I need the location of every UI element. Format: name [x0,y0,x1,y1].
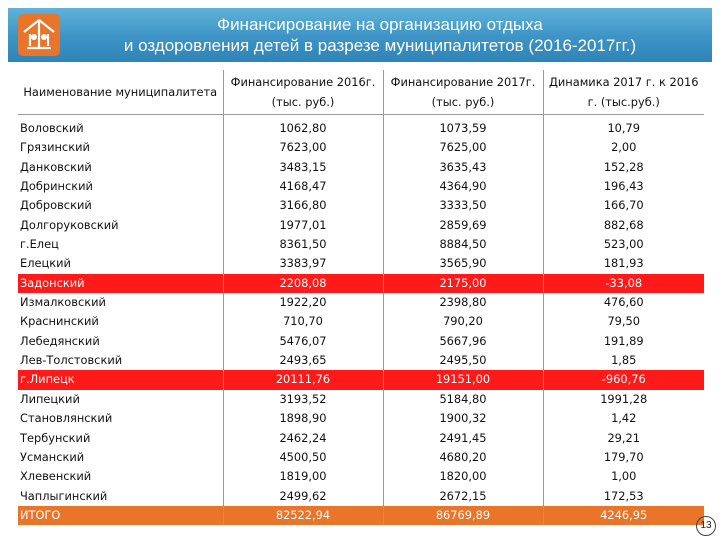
municipality-name-cell: Долгоруковский [20,217,119,232]
municipality-name-cell: Измалковский [20,295,106,310]
title-line-1: Финансирование на организацию отдыха [217,15,543,34]
value-cell: 181,93 [543,254,704,273]
table-row [18,293,704,312]
value-cell: 179,70 [543,448,704,467]
municipality-name-cell: Елецкий [20,256,71,271]
total-value-cell: 4246,95 [543,506,704,525]
value-cell: 2398,80 [383,293,543,312]
municipality-name-cell: Липецкий [20,391,80,406]
value-cell: 1900,32 [383,409,543,428]
municipality-name-cell: Добровский [20,198,92,213]
title-line-2: и оздоровления детей в разрезе муниципалитетов (2016-2017гг.) [123,36,637,55]
table-row [18,235,704,254]
municipality-name-cell: Тербунский [20,430,91,445]
table-row [18,216,704,235]
value-cell: 1898,90 [223,409,383,428]
value-cell: 1820,00 [383,467,543,486]
value-cell: 2491,45 [383,429,543,448]
value-cell: 191,89 [543,332,704,351]
value-cell: 5184,80 [383,390,543,409]
value-cell: 166,70 [543,196,704,215]
table-row [18,312,704,331]
value-cell: 4168,47 [223,177,383,196]
table-row [18,332,704,351]
value-cell: 5476,07 [223,332,383,351]
value-cell: 4680,20 [383,448,543,467]
value-cell: 5667,96 [383,332,543,351]
value-cell: 2499,62 [223,487,383,506]
value-cell: 1922,20 [223,293,383,312]
table-row [18,370,704,389]
table-row [18,254,704,273]
value-cell: -33,08 [543,274,704,293]
value-cell: 7625,00 [383,138,543,157]
table-row [18,158,704,177]
page-number: 13 [696,516,716,536]
value-cell: 882,68 [543,216,704,235]
value-cell: 20111,76 [223,370,383,389]
municipality-name-cell: Становлянский [20,411,113,426]
municipality-name-cell: Лев-Толстовский [20,353,123,368]
municipality-name-cell: Хлевенский [20,469,92,484]
value-cell: 3166,80 [223,196,383,215]
value-cell: 3193,52 [223,390,383,409]
value-cell: 29,21 [543,429,704,448]
municipality-name-cell: Чаплыгинский [20,488,108,503]
total-value-cell: 86769,89 [383,506,543,525]
municipality-name-cell: Воловский [20,121,84,135]
municipality-name-cell: Данковский [20,159,92,174]
value-cell: 4364,90 [383,177,543,196]
family-emblem-icon [18,14,60,56]
value-cell: 476,60 [543,293,704,312]
value-cell: 3333,50 [383,196,543,215]
value-cell: 2462,24 [223,429,383,448]
value-cell: 790,20 [383,312,543,331]
table-row [18,351,704,370]
value-cell: 1062,80 [223,115,383,139]
value-cell: 3635,43 [383,158,543,177]
total-row [18,506,704,525]
column-header-funding-2016: Финансирование 2016г. (тыс. руб.) [223,70,383,115]
municipality-name-cell: Краснинский [20,314,99,329]
value-cell: 710,70 [223,312,383,331]
municipality-name-cell: Усманский [20,449,85,464]
value-cell: 1977,01 [223,216,383,235]
value-cell: 10,79 [543,115,704,139]
table-row [18,138,704,157]
value-cell: 196,43 [543,177,704,196]
value-cell: 8884,50 [383,235,543,254]
value-cell: 79,50 [543,312,704,331]
value-cell: 3565,90 [383,254,543,273]
value-cell: 2859,69 [383,216,543,235]
value-cell: 172,53 [543,487,704,506]
table-row [18,467,704,486]
total-value-cell: 82522,94 [223,506,383,525]
value-cell: 152,28 [543,158,704,177]
total-label-cell: ИТОГО [18,506,223,525]
column-header-municipality: Наименование муниципалитета [18,70,223,115]
value-cell: 4500,50 [223,448,383,467]
table-row [18,448,704,467]
table-row [18,177,704,196]
value-cell: 1991,28 [543,390,704,409]
value-cell: 2493,65 [223,351,383,370]
column-header-dynamics: Динамика 2017 г. к 2016 г. (тыс.руб.) [543,70,704,115]
value-cell: 1,00 [543,467,704,486]
value-cell: 1073,59 [383,115,543,139]
value-cell: 2495,50 [383,351,543,370]
municipality-name-cell: Лебедянский [20,333,100,348]
table-row [18,390,704,409]
title-banner [8,8,712,62]
value-cell: 8361,50 [223,235,383,254]
municipality-name-cell: Грязинский [20,140,90,155]
page-title [68,14,692,56]
value-cell: 1,85 [543,351,704,370]
value-cell: 7623,00 [223,138,383,157]
value-cell: 523,00 [543,235,704,254]
value-cell: 2208,08 [223,274,383,293]
municipality-name-cell: Добринский [20,179,93,194]
value-cell: -960,76 [543,370,704,389]
table-header-row [18,70,704,115]
funding-table [18,70,704,525]
value-cell: 2175,00 [383,274,543,293]
municipality-name-cell: Задонский [18,274,223,293]
table-body [18,115,704,526]
table-row [18,274,704,293]
table-row [18,115,704,139]
municipality-name-cell: г.Елец [20,237,59,252]
table-row [18,487,704,506]
municipality-name-cell: г.Липецк [18,370,223,389]
value-cell: 2,00 [543,138,704,157]
value-cell: 2672,15 [383,487,543,506]
value-cell: 3383,97 [223,254,383,273]
table-row [18,196,704,215]
value-cell: 3483,15 [223,158,383,177]
value-cell: 1,42 [543,409,704,428]
column-header-funding-2017: Финансирование 2017г. (тыс. руб.) [383,70,543,115]
table-row [18,429,704,448]
value-cell: 1819,00 [223,467,383,486]
table-row [18,409,704,428]
value-cell: 19151,00 [383,370,543,389]
